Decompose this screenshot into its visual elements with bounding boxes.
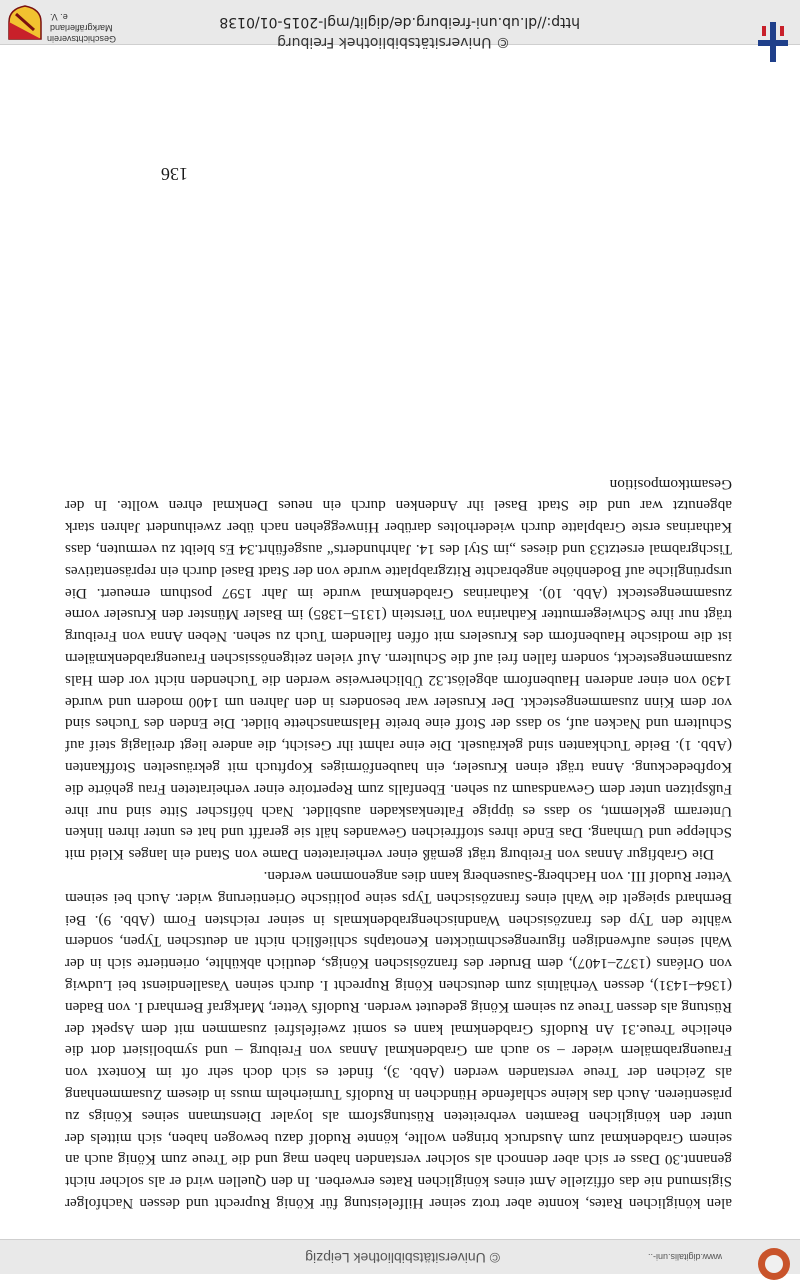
- ub-freiburg-logo-icon: [758, 22, 788, 62]
- paragraph-1: alen königlichen Rates, konnte aber trotz seiner Hilfeleistung für König Ruprecht und dessen Nachfolger Sigismund nie das offizielle Amt eines königlichen Rates erwerben. In den Quellen wird er als solcher nicht genannt.30 Dass er sich aber dennoch als solcher verstanden haben mag und die Treue zum König auch an seinem Grabdenkmal zum Ausdruck bringen wollte, könnte Rudolf dazu bewogen haben, sich mittels der unter den königlichen Beamten verbreiteten Rüstungsform als loyaler Dienstmann seines Königs zu präsentieren. Auch das kleine schlafende Hündchen in Rudolfs Turnierhelm muss in diesem Zusammenhang als Zeichen der Treue verstanden werden (Abb. 3), findet es sich doch sehr oft im Kontext von Frauengrabmälern wieder – so auch am Grabdenkmal Annas von Freiburg – und symbolisiert dort die eheliche Treue.31 An Rudolfs Grabdenkmal kann es somit zweifelsfrei zusammen mit dem Aspekt der Rüstung als dessen Treue zu seinem König gedeutet werden. Rudolfs Vetter, Markgraf Bernhard I. von Baden (1364–1431), dessen Verhältnis zum deutschen König Ruprecht I. durch seinen Vasallendienst bei Ludwig von Orléans (1372–1407), dem Bruder des französischen Königs, deutlich abkühlte, orientierte sich in der Wahl seines aufwendigen figurengeschmückten Kenotaphs schließlich nicht an deutschen Typen, sondern wählte den Typ des französischen Wandnischengrabdenkmals in seiner reichsten Form (Abb. 9). Bei Bernhard spiegelt die Wahl eines französischen Typs seine politische Orientierung wider. Auch bei seinem Vetter Rudolf III. von Hachberg-Sausenberg kann dies angenommen werden.: [65, 868, 732, 1212]
- society-line-2: Markgräflerland e. V.: [50, 12, 113, 33]
- digitalis-logo-icon: [754, 1244, 794, 1284]
- viewer-footer-bar: [0, 0, 800, 50]
- digitalis-url-text[interactable]: www.digitalis.uni-..: [647, 1252, 722, 1262]
- society-name: [46, 11, 116, 44]
- viewer-top-bar: [0, 1239, 800, 1274]
- page-number: 136: [161, 164, 188, 184]
- permalink-url[interactable]: http://dl.ub.uni-freiburg.de/diglit/mgl-2015-01/0138: [219, 14, 580, 30]
- paragraph-2: Die Grabfigur Annas von Freiburg trägt gemäß einer verheirateten Dame von Stand ein langes Kleid mit Schleppe und Umhang. Das Ende ihres stoffreichen Gewandes hält sie gerafft und hat es unter ihren linken Unterarm geklemmt, so dass es üppige Faltenkaskaden ausbildet. Nach höfischer Sitte sind nur ihre Fußspitzen unter dem Gewandsaum zu sehen. Ebenfalls zum Repertoire einer verheirateten Frau gehörte die Kopfbedeckung. Anna trägt einen Kruseler, ein haubenförmiges Kopftuch mit gekräuselten Stoffkanten (Abb. 1). Beide Tuchkanten sind gekräuselt. Die eine rahmt ihr Gesicht, die andere liegt dreilagig steif auf Schultern und Nacken auf, so dass der Stoff eine breite Halsmanschette bildet. Die Enden des Tuches sind vor dem Kinn zusammengesteckt. Der Kruseler war besonders in den Jahren um 1400 modern und wurde 1430 von einer anderen Haubenform abgelöst.32 Üblicherweise werden die Tuchenden nicht vor dem Hals zusammengesteckt, sondern fallen frei auf die Schultern. Auf vielen zeitgenössischen Frauengrabdenkmälern ist die modische Haubenform des Kruselers mit offen fallendem Tuch zu sehen. Neben Anna von Freiburg trägt nur ihre Schwiegermutter Katharina von Tierstein (1315–1385) im Basler Münster den Kruseler vorne zusammengesteckt (Abb. 10). Katharinas Grabdenkmal wurde im Jahr 1597 posthum erneuert. Die ursprüngliche auf Bodenhöhe angebrachte Ritzgrabplatte wurde von der Stadt Basel durch ein repräsentatives Tischgrabmal ersetzt33 und dieses „im Styl des 14. Jahrhunderts“ ausgeführt.34 Es bleibt zu vermuten, dass Katharinas erste Grabplatte durch wiederholtes darüber Hinweggehen nach über zweihundert Jahren stark abgenutzt war und die Stadt Basel ihr Andenken durch ein neues Denkmal ehren wollte. In der Gesamtkomposition: [65, 475, 732, 864]
- ub-leipzig-copyright: © Universitätsbibliothek Leipzig: [305, 1250, 500, 1266]
- article-text: [65, 473, 732, 1214]
- society-line-1: Geschichtsverein: [46, 34, 116, 44]
- ub-freiburg-copyright: © Universitätsbibliothek Freiburg: [277, 34, 510, 50]
- society-crest-icon: [6, 4, 44, 42]
